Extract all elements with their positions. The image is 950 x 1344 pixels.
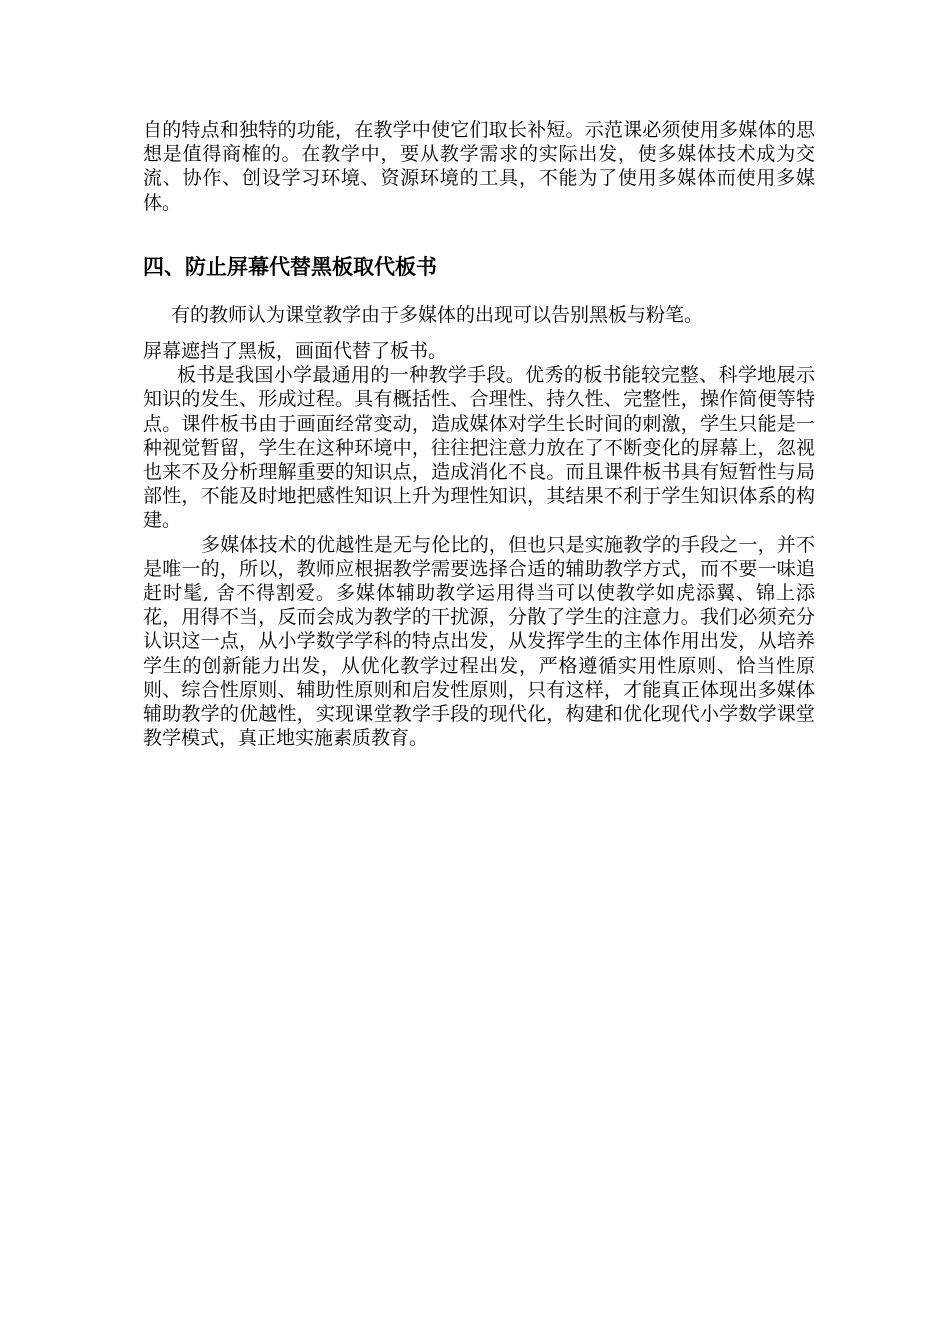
paragraph-blackboard-writing: 板书是我国小学最通用的一种教学手段。优秀的板书能较完整、科学地展示知识的发生、形成过程。具有概括性、合理性、持久性、完整性，操作简便等特点。课件板书由于画面经常变动，造成媒体对学生长时间的刺激，学生只能是一种视觉暂留，学生在这种环境中，往往把注意力放在了不断变化的屏幕上，忽视也来不及分析理解重要的知识点，造成消化不良。而且课件板书具有短暂性与局部性，不能及时地把感性知识上升为理性知识，其结果不利于学生知识体系的构建。: [143, 364, 815, 532]
paragraph-multimedia-advantages: 多媒体技术的优越性是无与伦比的，但也只是实施教学的手段之一，并不是唯一的，所以，教师应根据教学需要选择合适的辅助教学方式，而不要一味追赶时髦, 舍不得割爱。多媒体辅助教学运用得当可以使教学如虎添翼、锦上添花，用得不当，反而会成为教学的干扰源，分散了学生的注意力。我们必须充分认识这一点，从小学数学学科的特点出发，从发挥学生的主体作用出发，从培养学生的创新能力出发，从优化教学过程出发，严格遵循实用性原则、恰当性原则、综合性原则、辅助性原则和启发性原则，只有这样，才能真正体现出多媒体辅助教学的优越性，实现课堂教学手段的现代化，构建和优化现代小学数学课堂教学模式，真正地实施素质教育。: [143, 533, 815, 750]
document-body: [143, 118, 815, 750]
paragraph-multimedia-use: 自的特点和独特的功能，在教学中使它们取长补短。示范课必须使用多媒体的思想是值得商榷的。在教学中，要从教学需求的实际出发，使多媒体技术成为交流、协作、创设学习环境、资源环境的工具，不能为了使用多媒体而使用多媒体。: [143, 119, 815, 214]
paragraph-screen-blocks-board: 屏幕遮挡了黑板，画面代替了板书。: [143, 340, 448, 363]
paragraph-teacher-opinion: 有的教师认为课堂教学由于多媒体的出现可以告别黑板与粉笔。: [171, 303, 704, 326]
section-heading: 四、防止屏幕代替黑板取代板书: [143, 254, 437, 279]
